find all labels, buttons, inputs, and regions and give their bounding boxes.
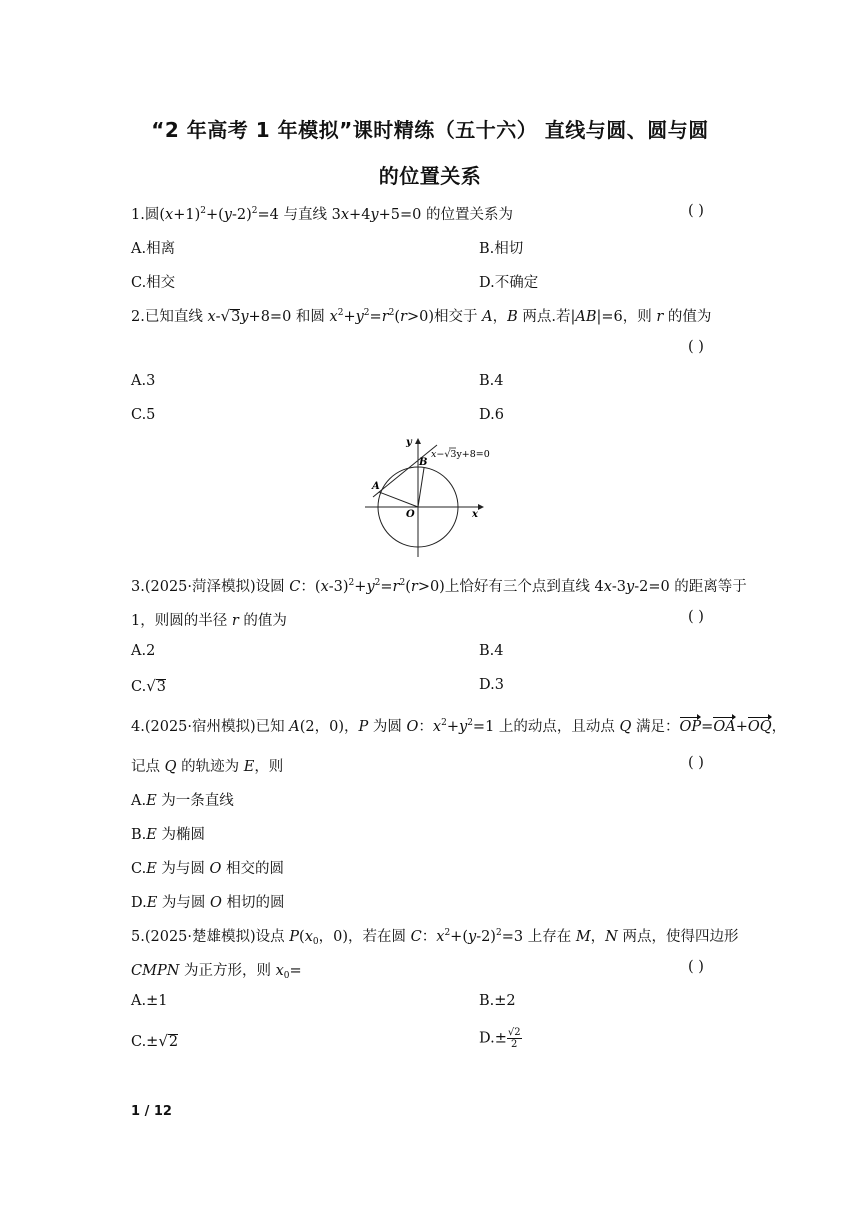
q1-option-c: C.相交 bbox=[131, 275, 176, 291]
q3-option-d: D.3 bbox=[479, 677, 504, 693]
q5-option-d: D.± $\frac{√2}{2}$ bbox=[479, 1027, 521, 1050]
vector-oq: OQ bbox=[747, 719, 772, 735]
q1-option-b: B.相切 bbox=[479, 241, 524, 257]
answer-bracket-1: ( ) bbox=[688, 203, 704, 219]
q3-option-b: B.4 bbox=[479, 643, 504, 659]
q4-option-b: B.E 为椭圆 bbox=[131, 827, 205, 843]
q5-option-a: A.±1 bbox=[131, 993, 168, 1009]
question-4-stem-line2: 记点 Q 的轨迹为 E，则 bbox=[131, 759, 284, 775]
page-title-continued: 的位置关系 bbox=[378, 164, 482, 188]
page-number: 1 / 12 bbox=[131, 1104, 172, 1119]
fraction-root2-over-2: $\frac{√2}{2}$ bbox=[507, 1027, 521, 1050]
answer-bracket-5: ( ) bbox=[688, 959, 704, 975]
origin-label: O bbox=[406, 509, 415, 520]
q2-option-c: C.5 bbox=[131, 407, 156, 423]
answer-bracket-2: ( ) bbox=[688, 339, 704, 355]
x-axis-label: x bbox=[472, 509, 478, 520]
question-5-stem-line2: CMPN 为正方形，则 $x_0=$ bbox=[131, 963, 302, 981]
vector-oa: OA bbox=[713, 719, 736, 735]
answer-bracket-3: ( ) bbox=[688, 609, 704, 625]
answer-bracket-4: ( ) bbox=[688, 755, 704, 771]
radius-ob bbox=[418, 468, 424, 507]
q3-option-c: C.√3 bbox=[131, 677, 166, 695]
y-axis-label: y bbox=[406, 437, 412, 448]
point-b-label: B bbox=[419, 457, 428, 468]
q4-option-d: D.E 为与圆 O 相切的圆 bbox=[131, 895, 285, 911]
q2-option-d: D.6 bbox=[479, 407, 504, 423]
question-2-stem: 2.已知直线 x-√3y+8=0 和圆 $x^2+y^2=r^2(r>0)$相交于 A，B 两点.若|AB|=6，则 r 的值为 bbox=[131, 307, 712, 325]
page-title: “2 年高考 1 年模拟”课时精练（五十六） 直线与圆、圆与圆 bbox=[151, 118, 709, 142]
q3-option-a: A.2 bbox=[131, 643, 156, 659]
point-a-label: A bbox=[372, 481, 380, 492]
circle-line-figure bbox=[365, 437, 500, 560]
q4-option-c: C.E 为与圆 O 相交的圆 bbox=[131, 861, 284, 877]
question-1-stem: 1.圆$(x+1)^2+(y-2)^2=4$ 与直线 3x+4y+5=0 的位置关系为 bbox=[131, 206, 513, 223]
line-equation-label: x−√3y+8=0 bbox=[431, 449, 490, 460]
question-5-stem: 5.(2025·楚雄模拟)设点 $P(x_0$，0)，若在圆 C：$x^2+(y-2)^2=3$ 上存在 M，N 两点，使得四边形 bbox=[131, 928, 739, 947]
question-3-stem: 3.(2025·菏泽模拟)设圆 C：$(x-3)^2+y^2=r^2(r>0)$上恰好有三个点到直线 4x-3y-2=0 的距离等于 bbox=[131, 578, 747, 595]
q4-option-a: A.E 为一条直线 bbox=[131, 793, 234, 809]
q5-option-b: B.±2 bbox=[479, 993, 516, 1009]
q2-option-a: A.3 bbox=[131, 373, 156, 389]
vector-op: OP bbox=[679, 719, 702, 735]
question-4-stem: 4.(2025·宿州模拟)已知 A(2，0)，P 为圆 O：$x^2+y^2=1$ 上的动点，且动点 Q 满足：OP=OA+OQ， bbox=[131, 718, 787, 735]
q5-option-c: C.±√2 bbox=[131, 1032, 179, 1050]
line-ab bbox=[373, 445, 437, 497]
q1-option-a: A.相离 bbox=[131, 241, 176, 257]
question-3-stem-line2: 1，则圆的半径 r 的值为 bbox=[131, 613, 287, 629]
radius-oa bbox=[379, 492, 418, 507]
q2-option-b: B.4 bbox=[479, 373, 504, 389]
q1-option-d: D.不确定 bbox=[479, 275, 539, 291]
